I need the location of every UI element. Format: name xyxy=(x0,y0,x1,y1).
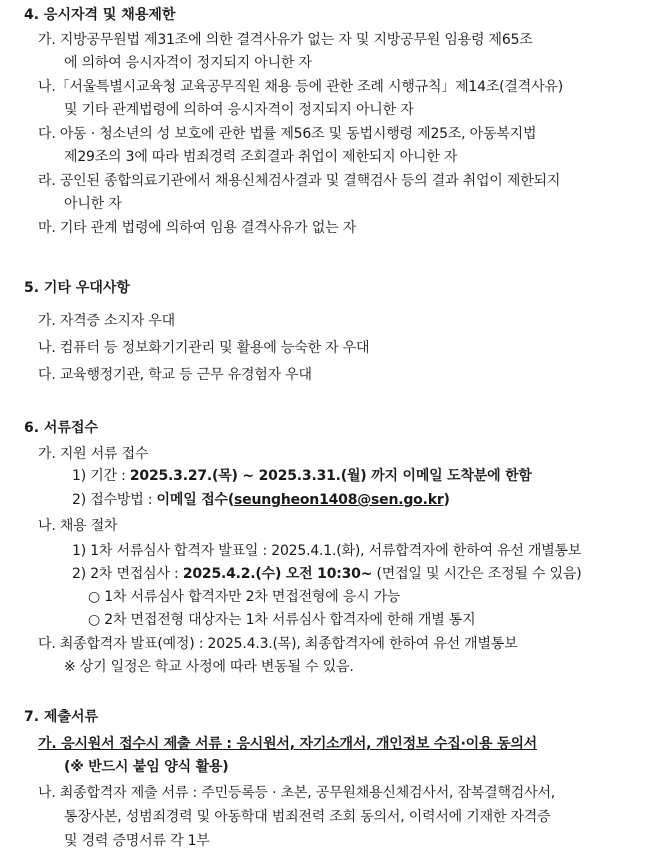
s6-na-step2-date: 2025.4.2.(수) 오전 10:30~ xyxy=(182,566,373,582)
s6-ga-method-label: 2) 접수방법 : xyxy=(72,492,157,508)
s6-na-step2 xyxy=(72,563,582,583)
s4-item-ga-line1: 가. 지방공무원법 제31조에 의한 결격사유가 없는 자 및 지방공무원 임용령 제65조 xyxy=(38,32,533,48)
s6-schedule-note: ※ 상기 일정은 학교 사정에 따라 변동될 수 있음. xyxy=(64,659,354,675)
s6-item-ga: 가. 지원 서류 접수 xyxy=(38,446,149,462)
s7-item-ga-line1: 가. 응시원서 접수시 제출 서류 : 응시원서, 자기소개서, 개인정보 수집·이용 동의서 xyxy=(38,736,537,752)
s6-ga-method-close: ) xyxy=(443,492,450,508)
s6-na-step2-label: 2) 2차 면접심사 : xyxy=(72,566,183,582)
section-5-heading: 5. 기타 우대사항 xyxy=(24,280,130,296)
s6-ga-method-value: 이메일 접수( xyxy=(156,492,235,508)
s6-ga-period xyxy=(72,465,532,485)
s4-item-ra-line1: 라. 공인된 종합의료기관에서 채용신체검사결과 및 결핵검사 등의 결과 취업이 제한되지 xyxy=(38,173,561,189)
s5-item-da: 다. 교육행정기관, 학교 등 근무 유경험자 우대 xyxy=(38,367,312,383)
s7-item-na-line3: 및 경력 증명서류 각 1부 xyxy=(64,833,210,849)
s4-item-da-line1: 다. 아동 · 청소년의 성 보호에 관한 법률 제56조 및 동법시행령 제25조, 아동복지법 xyxy=(38,126,537,142)
s4-item-ma: 마. 기타 관계 법령에 의하여 임용 결격사유가 없는 자 xyxy=(38,220,357,236)
s4-item-na-line1: 나.「서울특별시교육청 교육공무직원 채용 등에 관한 조례 시행규칙」제14조(결격사유) xyxy=(38,79,563,95)
s6-ga-period-value: 2025.3.27.(목) ~ 2025.3.31.(월) 까지 이메일 도착분에 한함 xyxy=(129,468,532,484)
s4-item-da-line2: 제29조의 3에 따라 범죄경력 조회결과 취업이 제한되지 아니한 자 xyxy=(64,149,458,165)
section-6-heading: 6. 서류접수 xyxy=(24,420,99,436)
s6-na-step1: 1) 1차 서류심사 합격자 발표일 : 2025.4.1.(화), 서류합격자에 한하여 유선 개별통보 xyxy=(72,543,582,559)
s6-ga-method xyxy=(72,489,450,509)
s4-item-ga-line2: 에 의하여 응시자격이 정지되지 아니한 자 xyxy=(64,55,312,71)
s5-item-ga: 가. 자격증 소지자 우대 xyxy=(38,313,175,329)
section-4-heading: 4. 응시자격 및 채용제한 xyxy=(24,7,176,23)
section-7-heading: 7. 제출서류 xyxy=(24,709,99,725)
s6-item-da: 다. 최종합격자 발표(예정) : 2025.4.3.(목), 최종합격자에 한하여 유선 개별통보 xyxy=(38,636,518,652)
s4-item-na-line2: 및 기타 관계법령에 의하여 응시자격이 정지되지 아니한 자 xyxy=(64,102,414,118)
s6-item-na: 나. 채용 절차 xyxy=(38,518,118,534)
s5-item-na: 나. 컴퓨터 등 정보화기기관리 및 활용에 능숙한 자 우대 xyxy=(38,340,370,356)
s6-ga-period-label: 1) 기간 : xyxy=(72,468,130,484)
s7-item-ga-line2: (※ 반드시 붙임 양식 활용) xyxy=(64,759,229,775)
s6-na-step2-bullet1: ○ 1차 서류심사 합격자만 2차 면접전형에 응시 가능 xyxy=(88,589,401,605)
s6-na-step2-bullet2: ○ 2차 면접전형 대상자는 1차 서류심사 합격자에 한해 개별 통지 xyxy=(88,612,476,628)
s7-item-na-line2: 통장사본, 성범죄경력 및 아동학대 범죄전력 조회 동의서, 이력서에 기재한 자격증 xyxy=(64,809,551,825)
email-link[interactable]: seungheon1408@sen.go.kr xyxy=(234,492,444,508)
s6-na-step2-note: (면접일 및 시간은 조정될 수 있음) xyxy=(372,566,582,582)
s7-item-na-line1: 나. 최종합격자 제출 서류 : 주민등록등 · 초본, 공무원채용신체검사서, 잠복결핵검사서, xyxy=(38,785,556,801)
s4-item-ra-line2: 아니한 자 xyxy=(64,196,122,212)
